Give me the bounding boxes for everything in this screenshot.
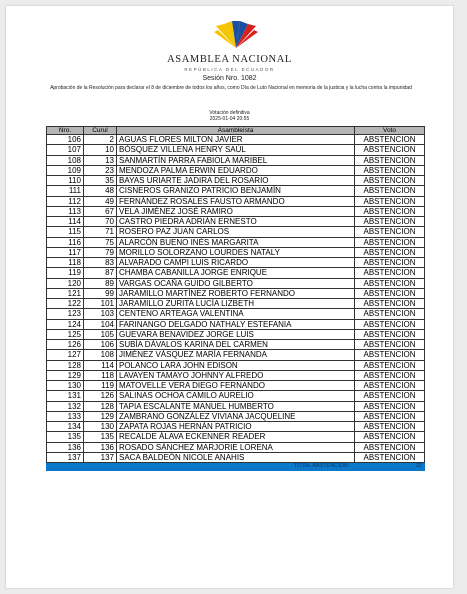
row-nro: 122 (47, 299, 84, 309)
row-curul: 119 (84, 381, 117, 391)
row-curul: 103 (84, 309, 117, 319)
row-asambleista: ROSADO SÁNCHEZ MARJORIE LORENA (117, 442, 355, 452)
row-nro: 114 (47, 217, 84, 227)
row-nro: 108 (47, 155, 84, 165)
row-curul: 114 (84, 360, 117, 370)
row-curul: 99 (84, 288, 117, 298)
row-curul: 126 (84, 391, 117, 401)
row-nro: 137 (47, 452, 84, 462)
row-asambleista: CHAMBA CABANILLA JORGE ENRIQUE (117, 268, 355, 278)
row-asambleista: AGUAS FLORES MILTON JAVIER (117, 135, 355, 145)
row-voto: ABSTENCION (355, 370, 425, 380)
row-curul: 79 (84, 247, 117, 257)
total-count: 32 (355, 463, 425, 471)
row-curul: 70 (84, 217, 117, 227)
row-nro: 121 (47, 288, 84, 298)
row-asambleista: CENTENO ARTEAGA VALENTINA (117, 309, 355, 319)
row-voto: ABSTENCION (355, 299, 425, 309)
row-nro: 133 (47, 411, 84, 421)
table-row (47, 217, 425, 227)
row-nro: 128 (47, 360, 84, 370)
row-asambleista: LAVAYEN TAMAYO JOHNNY ALFREDO (117, 370, 355, 380)
table-row (47, 442, 425, 452)
table-row (47, 360, 425, 370)
header-voto: Voto (355, 127, 425, 135)
row-asambleista: CASTRO PIEDRA ADRIÁN ERNESTO (117, 217, 355, 227)
row-nro: 112 (47, 196, 84, 206)
table-row (47, 432, 425, 442)
row-nro: 123 (47, 309, 84, 319)
row-asambleista: FERNÁNDEZ ROSALES FAUSTO ARMANDO (117, 196, 355, 206)
table-row (47, 227, 425, 237)
header-curul: Curul (84, 127, 117, 135)
row-nro: 132 (47, 401, 84, 411)
table-row (47, 340, 425, 350)
table-row (47, 258, 425, 268)
row-nro: 113 (47, 206, 84, 216)
vote-type: Votación definitiva (209, 110, 250, 116)
total-label: TOTAL ABSTENCION (47, 463, 355, 471)
row-nro: 125 (47, 329, 84, 339)
row-voto: ABSTENCION (355, 165, 425, 175)
table-header-row (47, 127, 425, 135)
row-nro: 136 (47, 442, 84, 452)
row-voto: ABSTENCION (355, 442, 425, 452)
table-row (47, 391, 425, 401)
row-asambleista: BAYAS URIARTE JADIRA DEL ROSARIO (117, 176, 355, 186)
row-asambleista: BÓSQUEZ VILLENA HENRY SAÚL (117, 145, 355, 155)
table-row (47, 145, 425, 155)
table-row (47, 350, 425, 360)
row-asambleista: RECALDE ÁLAVA ECKENNER READER (117, 432, 355, 442)
row-curul: 49 (84, 196, 117, 206)
row-curul: 89 (84, 278, 117, 288)
row-asambleista: SANMARTÍN PARRA FABIOLA MARIBEL (117, 155, 355, 165)
row-nro: 127 (47, 350, 84, 360)
table-row (47, 176, 425, 186)
row-nro: 117 (47, 247, 84, 257)
row-nro: 135 (47, 432, 84, 442)
row-curul: 71 (84, 227, 117, 237)
table-row (47, 237, 425, 247)
row-asambleista: ROSERO PAZ JUAN CARLOS (117, 227, 355, 237)
row-voto: ABSTENCION (355, 135, 425, 145)
org-subtitle: REPÚBLICA DEL ECUADOR (184, 67, 275, 72)
row-nro: 126 (47, 340, 84, 350)
table-row (47, 278, 425, 288)
row-nro: 110 (47, 176, 84, 186)
row-nro: 116 (47, 237, 84, 247)
row-nro: 124 (47, 319, 84, 329)
row-nro: 106 (47, 135, 84, 145)
row-asambleista: JARAMILLO MARTÍNEZ ROBERTO FERNANDO (117, 288, 355, 298)
row-voto: ABSTENCION (355, 360, 425, 370)
table-row (47, 247, 425, 257)
row-nro: 120 (47, 278, 84, 288)
row-voto: ABSTENCION (355, 217, 425, 227)
row-asambleista: TAPIA ESCALANTE MANUEL HUMBERTO (117, 401, 355, 411)
row-voto: ABSTENCION (355, 155, 425, 165)
row-asambleista: FARINANGO DELGADO NATHALY ESTEFANIA (117, 319, 355, 329)
row-voto: ABSTENCION (355, 329, 425, 339)
row-asambleista: ZAMBRANO GONZÁLEZ VIVIANA JACQUELINE (117, 411, 355, 421)
row-asambleista: GUEVARA BENAVIDEZ JORGE LUIS (117, 329, 355, 339)
row-curul: 128 (84, 401, 117, 411)
row-nro: 109 (47, 165, 84, 175)
row-voto: ABSTENCION (355, 309, 425, 319)
table-row (47, 186, 425, 196)
table-row (47, 196, 425, 206)
row-voto: ABSTENCION (355, 422, 425, 432)
row-asambleista: MORILLO SOLORZANO LOURDES NATALY (117, 247, 355, 257)
row-asambleista: SUBÍA DÁVALOS KARINA DEL CARMEN (117, 340, 355, 350)
row-asambleista: MENDOZA PALMA ERWIN EDUARDO (117, 165, 355, 175)
table-row (47, 422, 425, 432)
row-curul: 136 (84, 442, 117, 452)
row-curul: 130 (84, 422, 117, 432)
table-row (47, 319, 425, 329)
table-row (47, 206, 425, 216)
resolution-description: Aprobación de la Resolución para declarar el 8 de diciembre de todos los años, como Día de Luto Nacional en memoria de la justicia y la lucha contra la impunidad (50, 85, 412, 91)
row-voto: ABSTENCION (355, 350, 425, 360)
row-nro: 107 (47, 145, 84, 155)
table-row (47, 370, 425, 380)
row-asambleista: VARGAS OCAÑA GUIDO GILBERTO (117, 278, 355, 288)
table-row (47, 268, 425, 278)
document-page (6, 6, 453, 588)
total-row (47, 463, 425, 471)
row-voto: ABSTENCION (355, 452, 425, 462)
row-voto: ABSTENCION (355, 145, 425, 155)
row-asambleista: JARAMILLO ZURITA LUCÍA LIZBETH (117, 299, 355, 309)
table-row (47, 381, 425, 391)
session-number: Sesión Nro. 1082 (202, 75, 257, 82)
table-row (47, 401, 425, 411)
votes-table (46, 126, 425, 471)
row-curul: 13 (84, 155, 117, 165)
row-asambleista: JIMÉNEZ VÁSQUEZ MARÍA FERNANDA (117, 350, 355, 360)
row-curul: 48 (84, 186, 117, 196)
row-asambleista: ZAPATA ROJAS HERNÁN PATRICIO (117, 422, 355, 432)
row-nro: 115 (47, 227, 84, 237)
row-voto: ABSTENCION (355, 186, 425, 196)
table-row (47, 135, 425, 145)
row-voto: ABSTENCION (355, 247, 425, 257)
row-curul: 35 (84, 176, 117, 186)
row-voto: ABSTENCION (355, 237, 425, 247)
row-curul: 105 (84, 329, 117, 339)
row-curul: 10 (84, 145, 117, 155)
row-curul: 23 (84, 165, 117, 175)
asamblea-logo (210, 18, 262, 50)
row-asambleista: POLANCO LARA JOHN EDISON (117, 360, 355, 370)
row-curul: 106 (84, 340, 117, 350)
org-name: ASAMBLEA NACIONAL (167, 54, 292, 65)
row-voto: ABSTENCION (355, 319, 425, 329)
row-voto: ABSTENCION (355, 227, 425, 237)
row-voto: ABSTENCION (355, 391, 425, 401)
row-curul: 118 (84, 370, 117, 380)
row-nro: 118 (47, 258, 84, 268)
row-voto: ABSTENCION (355, 411, 425, 421)
row-asambleista: ALVARADO CAMPI LUIS RICARDO (117, 258, 355, 268)
table-row (47, 411, 425, 421)
row-nro: 130 (47, 381, 84, 391)
table-row (47, 288, 425, 298)
row-voto: ABSTENCION (355, 268, 425, 278)
row-asambleista: SALINAS OCHOA CAMILO AURELIO (117, 391, 355, 401)
row-curul: 137 (84, 452, 117, 462)
vote-date: 2025-01-04 20:55 (209, 116, 250, 122)
row-nro: 119 (47, 268, 84, 278)
header-asambleista: Asambleísta (117, 127, 355, 135)
row-curul: 108 (84, 350, 117, 360)
row-curul: 67 (84, 206, 117, 216)
row-asambleista: ALARCÓN BUENO INÉS MARGARITA (117, 237, 355, 247)
row-nro: 131 (47, 391, 84, 401)
table-row (47, 329, 425, 339)
row-curul: 83 (84, 258, 117, 268)
table-row (47, 165, 425, 175)
row-nro: 134 (47, 422, 84, 432)
row-voto: ABSTENCION (355, 288, 425, 298)
row-curul: 104 (84, 319, 117, 329)
row-nro: 111 (47, 186, 84, 196)
row-voto: ABSTENCION (355, 278, 425, 288)
table-row (47, 299, 425, 309)
row-voto: ABSTENCION (355, 432, 425, 442)
row-nro: 129 (47, 370, 84, 380)
row-asambleista: VELA JIMÉNEZ JOSÉ RAMIRO (117, 206, 355, 216)
row-curul: 87 (84, 268, 117, 278)
row-asambleista: SACA BALDEÓN NICOLE ANAHIS (117, 452, 355, 462)
row-voto: ABSTENCION (355, 258, 425, 268)
table-row (47, 155, 425, 165)
row-voto: ABSTENCION (355, 401, 425, 411)
row-voto: ABSTENCION (355, 196, 425, 206)
row-voto: ABSTENCION (355, 206, 425, 216)
row-asambleista: CISNEROS GRANIZO PATRICIO BENJAMÍN (117, 186, 355, 196)
row-voto: ABSTENCION (355, 381, 425, 391)
row-curul: 135 (84, 432, 117, 442)
row-voto: ABSTENCION (355, 340, 425, 350)
table-row (47, 452, 425, 462)
table-row (47, 309, 425, 319)
row-curul: 75 (84, 237, 117, 247)
row-curul: 101 (84, 299, 117, 309)
row-asambleista: MATOVELLE VERA DIEGO FERNANDO (117, 381, 355, 391)
header-nro: Nro. (47, 127, 84, 135)
row-voto: ABSTENCION (355, 176, 425, 186)
row-curul: 2 (84, 135, 117, 145)
row-curul: 129 (84, 411, 117, 421)
